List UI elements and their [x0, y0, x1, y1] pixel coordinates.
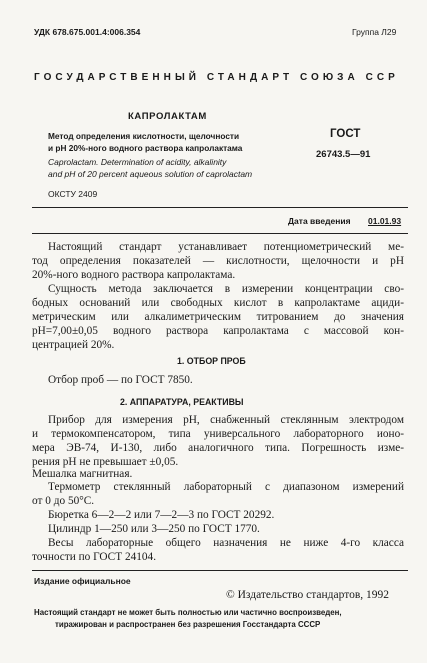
state-standard-line: ГОСУДАРСТВЕННЫЙ СТАНДАРТ СОЮЗА ССР — [34, 72, 399, 83]
section-2-line-8: Бюретка 6—2—2 или 7—2—3 по ГОСТ 20292. — [48, 509, 275, 521]
group-code: Группа Л29 — [352, 27, 397, 37]
section-2-line-2: и термокомпенсатором, типа универсального лабораторного ионо- — [32, 428, 404, 440]
reproduction-notice-line-1: Настоящий стандарт не может быть полностью или частично воспроизведен, — [34, 608, 342, 617]
divider-top — [32, 207, 408, 208]
section-2-line-9: Цилиндр 1—250 или 3—250 по ГОСТ 1770. — [48, 523, 260, 535]
section-2-line-3: мера ЭВ-74, И-130, либо аналогичного типа. Погрешность изме- — [32, 442, 404, 454]
document-title: КАПРОЛАКТАМ — [128, 111, 207, 122]
essence-line-3: метрическим или алкалиметрическим титрованием до значения — [32, 311, 404, 323]
divider-date — [32, 233, 408, 234]
essence-line-1: Сущность метода заключается в измерении концентрации сво- — [48, 283, 404, 295]
intro-date-label: Дата введения — [288, 216, 351, 226]
section-2-line-7: от 0 до 50°С. — [32, 495, 95, 507]
section-2-line-1: Прибор для измерения pH, снабженный стеклянным электродом — [48, 414, 404, 426]
subtitle-en-line-1: Caprolactam. Determination of acidity, alkalinity — [48, 157, 227, 167]
subtitle-en-line-2: and pH of 20 percent aqueous solution of caprolactam — [48, 169, 253, 179]
official-edition-label: Издание официальное — [34, 576, 131, 586]
gost-label: ГОСТ — [330, 128, 361, 140]
section-2-line-10: Весы лабораторные общего назначения не ниже 4-го класса — [48, 537, 404, 549]
subtitle-ru-line-1: Метод определения кислотности, щелочности — [48, 131, 240, 141]
section-1-title: 1. ОТБОР ПРОБ — [177, 356, 246, 366]
essence-line-5: центрацией 20%. — [32, 339, 115, 351]
section-2-line-4: рения pH не превышает ±0,05. — [32, 456, 179, 468]
essence-line-2: бодных оснований или свободных кислот в капролактаме ациди- — [32, 297, 404, 309]
intro-line-2: тод определения показателей — кислотности, щелочности и pH — [32, 255, 404, 267]
copyright-line: © Издательство стандартов, 1992 — [226, 589, 390, 601]
subtitle-ru-line-2: и pH 20%-ного водного раствора капролактама — [48, 143, 243, 153]
section-2-title: 2. АППАРАТУРА, РЕАКТИВЫ — [120, 397, 244, 407]
gost-number: 26743.5—91 — [316, 149, 371, 160]
reproduction-notice-line-2: тиражирован и распространен без разрешения Госстандарта СССР — [55, 620, 321, 629]
essence-line-4: pH=7,00±0,05 водного раствора капролактама с массовой кон- — [32, 325, 404, 337]
intro-date-value: 01.01.93 — [368, 216, 402, 226]
section-1-text: Отбор проб — по ГОСТ 7850. — [48, 374, 193, 386]
section-2-line-6: Термометр стеклянный лабораторный с диапазоном измерений — [48, 481, 404, 493]
section-2-line-11: точности по ГОСТ 24104. — [32, 551, 157, 563]
section-2-line-5: Мешалка магнитная. — [32, 468, 133, 480]
intro-line-3: 20%-ного водного раствора капролактама. — [32, 269, 236, 281]
okstu-code: ОКСТУ 2409 — [48, 189, 98, 199]
udk-code: УДК 678.675.001.4:006.354 — [34, 27, 141, 37]
intro-line-1: Настоящий стандарт устанавливает потенциометрический ме- — [48, 241, 404, 253]
divider-footer — [32, 570, 408, 571]
